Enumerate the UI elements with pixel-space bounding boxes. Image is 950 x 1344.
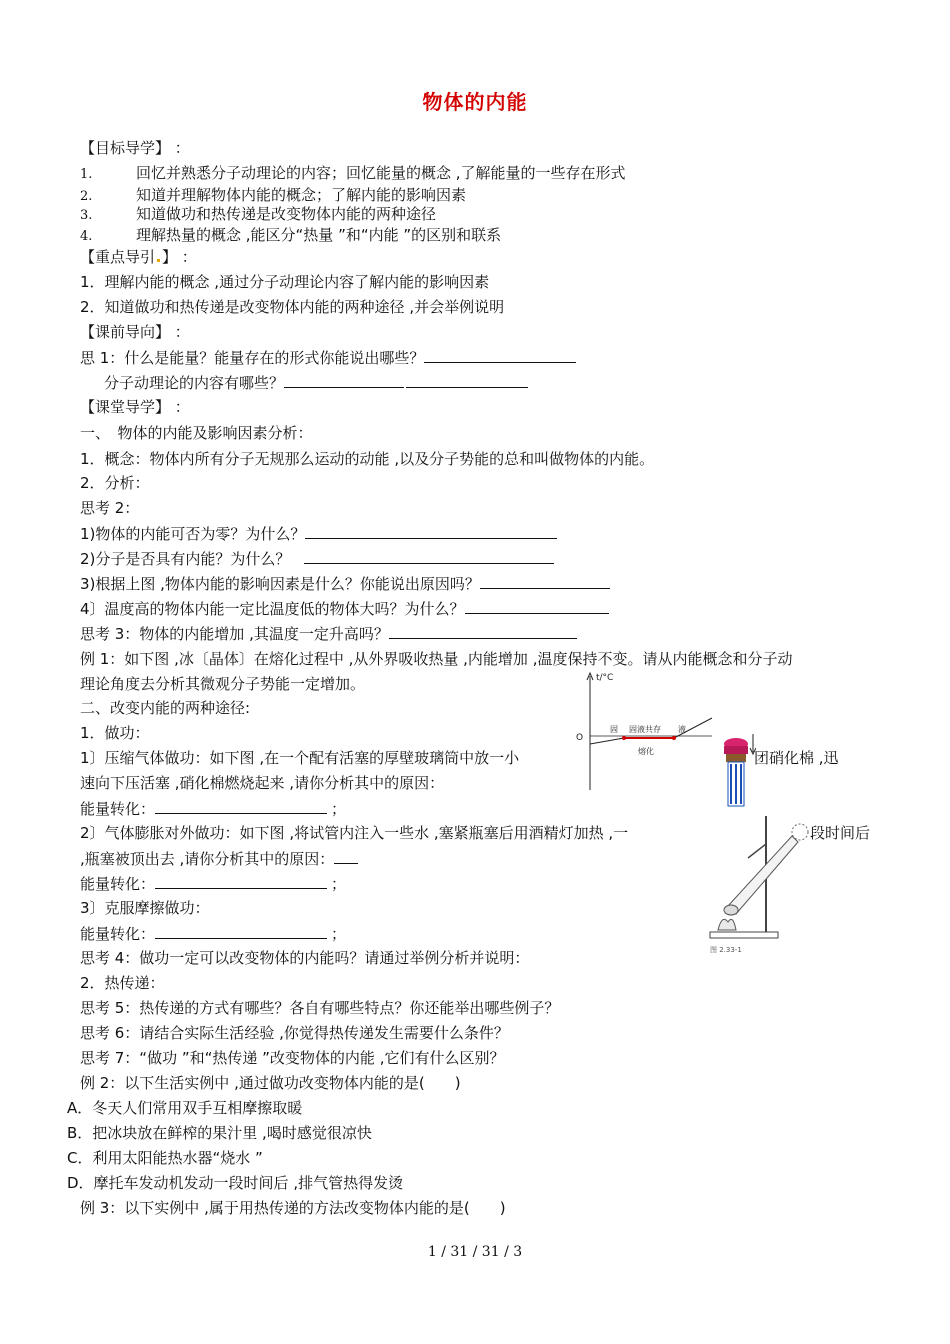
cork-burst-icon [792, 824, 808, 840]
preview-q1 [80, 347, 576, 368]
semicolon: ； [331, 800, 347, 818]
section-2-heading: 二、改变内能的两种途径: [80, 699, 251, 717]
graph-melt-end-point [672, 736, 676, 740]
answer-blank[interactable] [424, 347, 576, 363]
graph-phase-solid: 固 [610, 725, 618, 734]
example2-option-b: B．把冰块放在鲜榨的果汁里 ,喝时感觉很凉快 [67, 1124, 372, 1142]
section-1-heading: 一、 物体的内能及影响因素分析： [80, 424, 313, 442]
question-text: 3)根据上图 ,物体内能的影响因素是什么？你能说出原因吗？ [80, 575, 480, 593]
stand-clamp [748, 844, 766, 858]
test-tube-apparatus [700, 806, 810, 956]
mark-dot [157, 259, 160, 262]
think2-label: 思考 2： [80, 499, 140, 517]
graph-melt-label: 熔化 [638, 747, 654, 756]
goal-text: 理解热量的概念 ,能区分“热量 ”和“内能 ”的区别和联系 [136, 226, 502, 244]
think5: 思考 5：热传递的方式有哪些？各自有哪些特点？你还能举出哪些例子？ [80, 999, 560, 1017]
work1-line2: 速向下压活塞 ,硝化棉燃烧起来 ,请你分析其中的原因： [80, 774, 445, 792]
work-label: 1．做功： [80, 724, 150, 742]
piston-apparatus [720, 732, 756, 810]
question-text: 1)物体的内能可否为零？为什么？ [80, 525, 306, 543]
goal-text: 知道并理解物体内能的概念；了解内能的影响因素 [136, 186, 467, 204]
alcohol-lamp-flame [718, 919, 736, 930]
answer-blank[interactable] [465, 598, 609, 614]
energy-conversion-3 [80, 923, 346, 944]
keypoints-heading-b: 】 ： [162, 248, 197, 266]
goal-item-3 [80, 204, 436, 226]
example1-line2: 理论角度去分析其微观分子势能一定增加。 [80, 675, 366, 693]
goal-num: 3. [80, 208, 93, 223]
question-text: ,瓶塞被顶出去 ,请你分析其中的原因： [80, 850, 335, 868]
think3 [80, 623, 577, 644]
goal-item-4 [80, 225, 501, 247]
example1-line1: 例 1：如下图 ,冰〔晶体〕在熔化过程中 ,从外界吸收热量 ,内能增加 ,温度保持不变。请从内能概念和分子动 [80, 650, 793, 668]
graph-melt-start-point [622, 736, 626, 740]
stand-base [710, 932, 778, 938]
think2-q1 [80, 523, 557, 544]
figure-caption: 图 2.33-1 [710, 946, 742, 954]
answer-blank[interactable] [304, 548, 554, 564]
answer-blank[interactable] [155, 873, 327, 889]
think4: 思考 4：做功一定可以改变物体的内能吗？请通过举例分析并说明： [80, 949, 530, 967]
keypoints-heading [80, 247, 197, 267]
goal-text: 回忆并熟悉分子动理论的内容；回忆能量的概念 ,了解能量的一些存在形式 [136, 164, 626, 182]
graph-phase-mixed: 固液共存 [629, 725, 661, 734]
melting-graph [574, 668, 714, 793]
goals-heading: 【目标导学】 ： [80, 139, 190, 157]
answer-blank[interactable] [305, 523, 557, 539]
semicolon: ； [331, 875, 347, 893]
energy-label: 能量转化： [80, 875, 156, 893]
work1-line1-tail: 团硝化棉 ,迅 [754, 749, 839, 767]
keypoint-1: 1．理解内能的概念 ,通过分子动理论内容了解内能的影响因素 [80, 273, 490, 291]
think2-q4 [80, 598, 609, 619]
energy-conversion-1 [80, 798, 346, 819]
example2: 例 2：以下生活实例中 ,通过做功改变物体内能的是( ) [80, 1074, 461, 1092]
graph-origin-label: O [576, 733, 584, 743]
graph-axis-label: t/°C [596, 673, 614, 683]
keypoint-2: 2．知道做功和热传递是改变物体内能的两种途径 ,并会举例说明 [80, 298, 505, 316]
example2-option-c: C．利用太阳能热水器“烧水 ” [67, 1149, 263, 1167]
answer-blank[interactable] [155, 923, 327, 939]
example3: 例 3：以下实例中 ,属于用热传递的方法改变物体内能的是( ) [80, 1199, 506, 1217]
answer-blank[interactable] [334, 848, 358, 864]
think6: 思考 6：请结合实际生活经验 ,你觉得热传递发生需要什么条件？ [80, 1024, 509, 1042]
page-footer: 1 / 31 / 31 / 3 [427, 1244, 523, 1260]
work1-line1: 1〕压缩气体做功：如下图 ,在一个配有活塞的厚壁玻璃筒中放一小 [80, 749, 520, 767]
goal-num: 2. [80, 189, 93, 204]
goal-num: 4. [80, 229, 93, 244]
keypoints-heading-a: 【重点导引 [80, 248, 156, 266]
graph-phase-liquid: 液 [678, 725, 686, 734]
energy-conversion-2 [80, 873, 346, 894]
answer-blank[interactable] [389, 623, 577, 639]
piston-rod [726, 754, 746, 762]
page-title: 物体的内能 [422, 90, 528, 114]
answer-blank[interactable] [406, 372, 528, 388]
semicolon: ； [331, 925, 347, 943]
work2-line1-tail: 段时间后 [810, 824, 871, 842]
work2-line2 [80, 848, 358, 869]
think7: 思考 7：“做功 ”和“热传递 ”改变物体的内能 ,它们有什么区别？ [80, 1049, 505, 1067]
work2-line1: 2〕气体膨胀对外做功：如下图 ,将试管内注入一些水 ,塞紧瓶塞后用酒精灯加热 ,一 [80, 824, 629, 842]
goal-item-1 [80, 163, 626, 185]
preview-heading: 【课前导向】 ： [80, 323, 190, 341]
preview-q1b [104, 372, 528, 393]
question-text: 思考 3：物体的内能增加 ,其温度一定升高吗？ [80, 625, 389, 643]
classroom-heading: 【课堂导学】 ： [80, 398, 190, 416]
energy-label: 能量转化： [80, 800, 156, 818]
work3-label: 3〕克服摩擦做功： [80, 899, 210, 917]
question-text: 2)分子是否具有内能？为什么？ [80, 550, 291, 568]
goal-text: 知道做功和热传递是改变物体内能的两种途径 [136, 205, 437, 223]
graph-solid-segment [590, 738, 624, 744]
heat-label: 2．热传递： [80, 974, 165, 992]
analysis-label: 2．分析： [80, 474, 150, 492]
water-in-tube [724, 905, 738, 915]
preview-q1-text: 思 1：什么是能量？能量存在的形式你能说出哪些？ [80, 349, 425, 367]
example2-option-a: A．冬天人们常用双手互相摩擦取暖 [67, 1099, 303, 1117]
answer-blank[interactable] [480, 573, 610, 589]
answer-blank[interactable] [155, 798, 327, 814]
question-text: 4〕温度高的物体内能一定比温度低的物体大吗？为什么？ [80, 600, 465, 618]
piston-cap [724, 746, 748, 754]
goal-num: 1. [80, 167, 93, 182]
answer-blank[interactable] [284, 372, 404, 388]
test-tube [728, 836, 798, 914]
energy-label: 能量转化： [80, 925, 156, 943]
think2-q3 [80, 573, 610, 594]
think2-q2 [80, 548, 554, 569]
concept-text: 1．概念：物体内所有分子无规那么运动的动能 ,以及分子势能的总和叫做物体的内能。 [80, 450, 655, 468]
example2-option-d: D．摩托车发动机发动一段时间后 ,排气管热得发烫 [67, 1174, 404, 1192]
preview-q1b-text: 分子动理论的内容有哪些？ [104, 374, 285, 392]
